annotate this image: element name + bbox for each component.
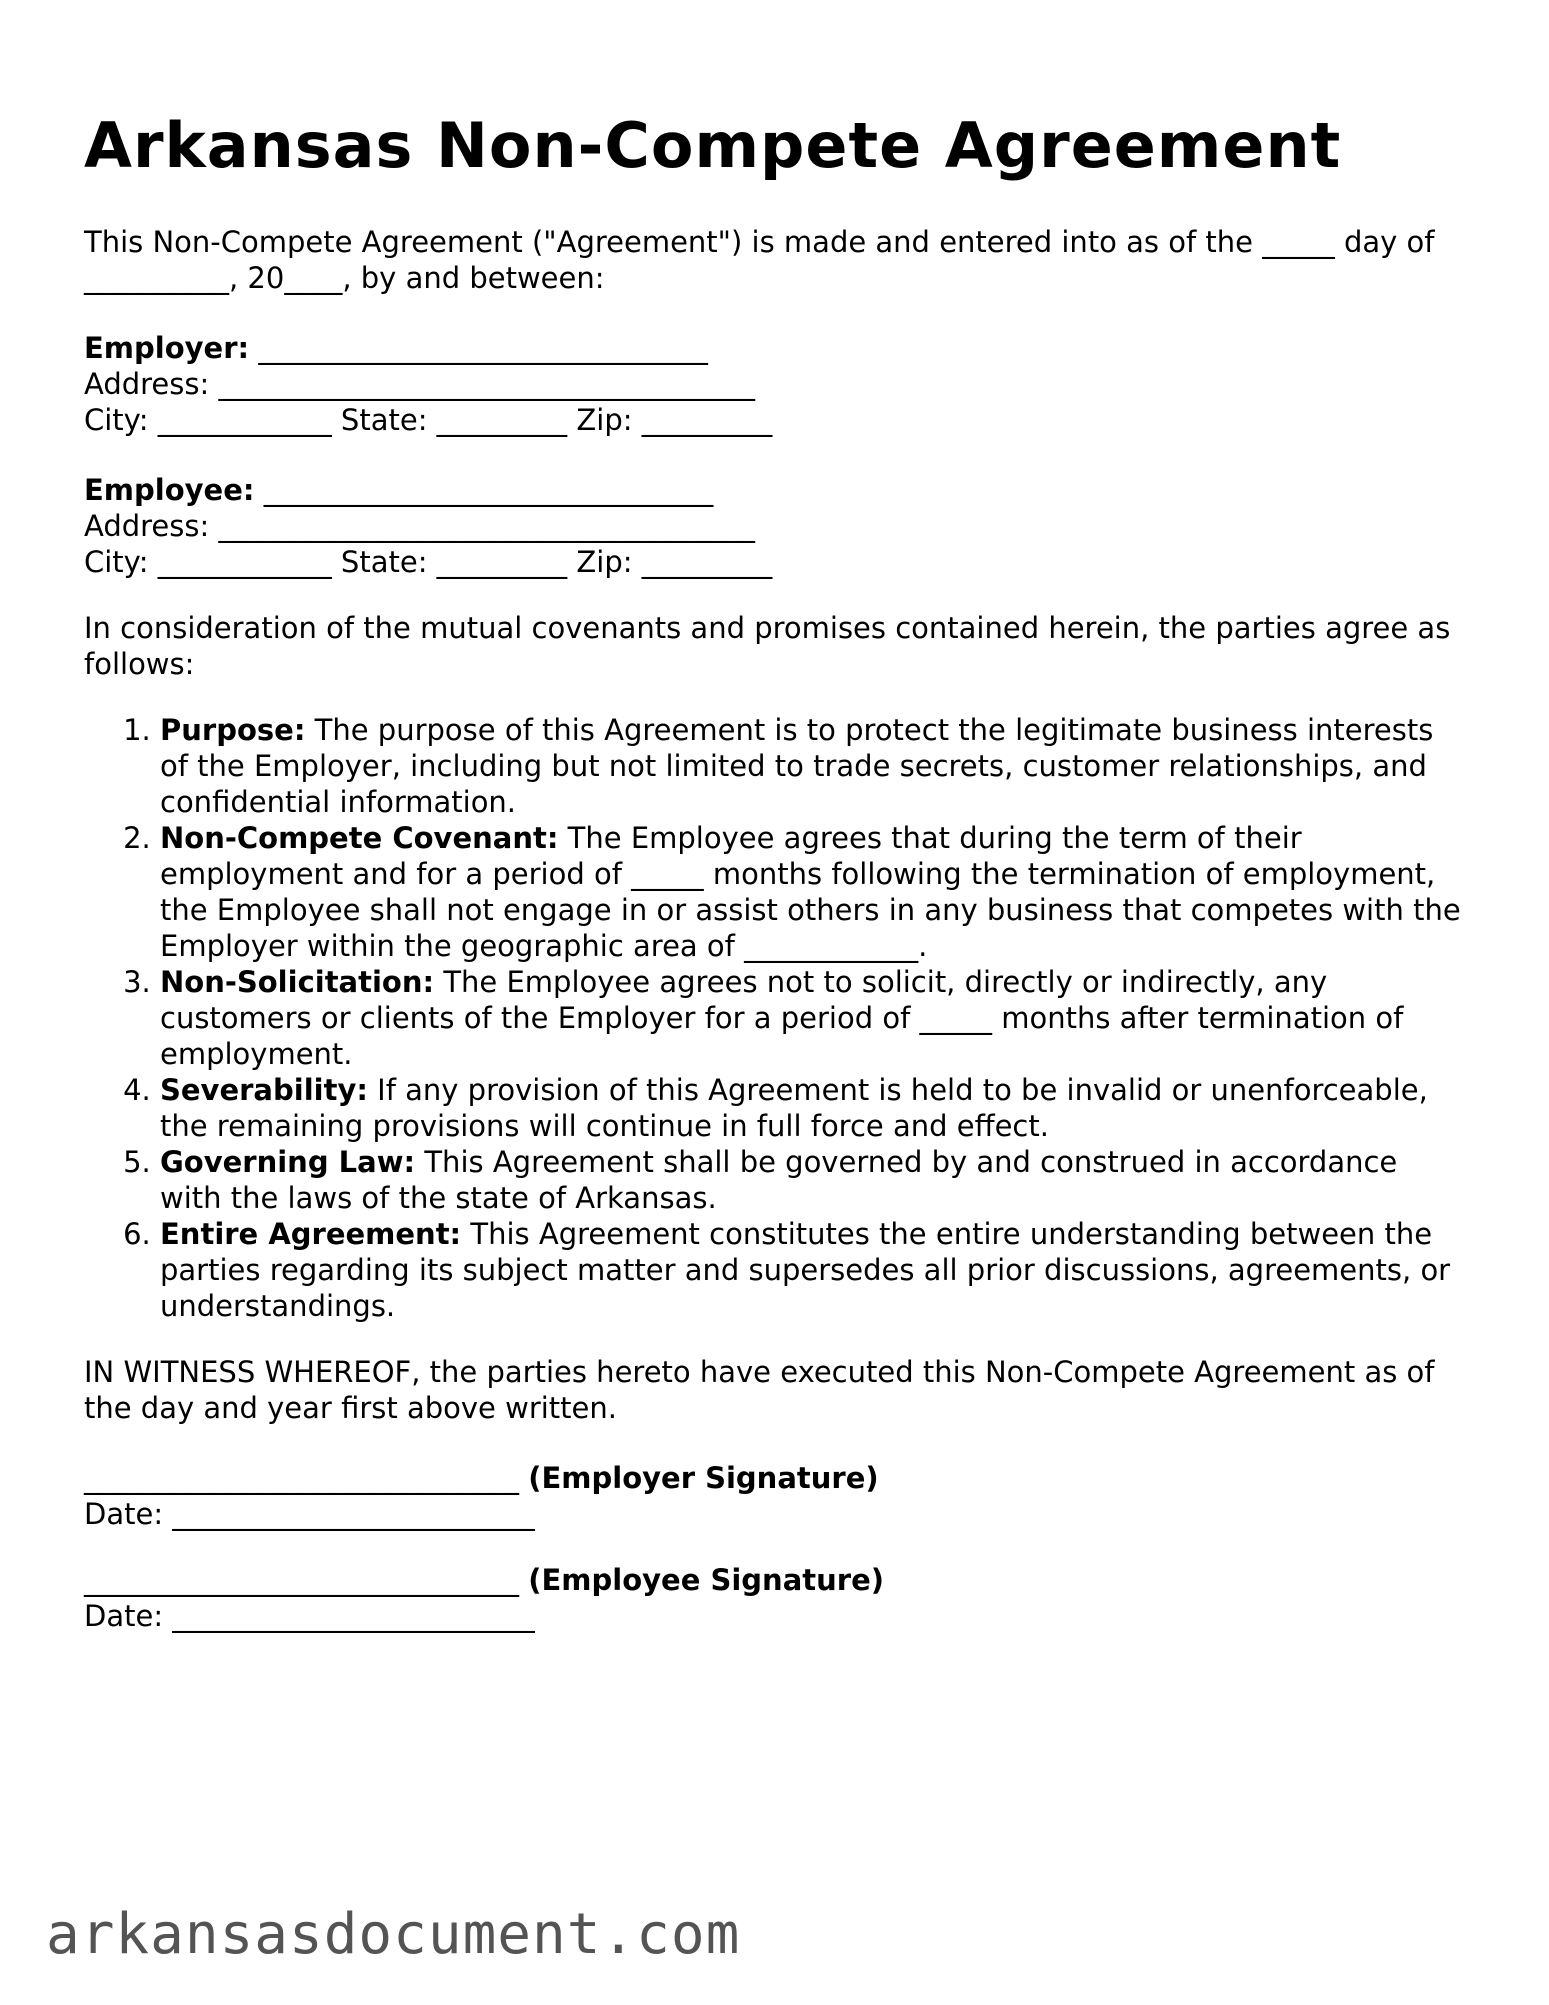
employee-signature-block xyxy=(84,1562,1464,1634)
employee-block xyxy=(84,472,1464,580)
clause-heading: Non-Compete Covenant: xyxy=(160,821,559,855)
clause-text: The purpose of this Agreement is to protect the legitimate business interests of the Employer, including but not limited to trade secrets, customer relationships, and confidential information. xyxy=(160,713,1434,819)
document-page xyxy=(84,108,1464,1634)
consideration-paragraph: In consideration of the mutual covenants and promises contained herein, the parties agree as follows: xyxy=(84,611,1451,681)
clause-text: This Agreement shall be governed by and construed in accordance with the laws of the state of Arkansas. xyxy=(160,1145,1398,1215)
employee-signature-line xyxy=(84,1562,1464,1598)
clause-text: If any provision of this Agreement is held to be invalid or unenforceable, the remaining provisions will continue in full force and effect. xyxy=(160,1073,1428,1143)
employer-block xyxy=(84,330,1464,438)
clause-list xyxy=(84,712,1464,1324)
clause-heading: Entire Agreement: xyxy=(160,1217,462,1251)
clause-non-compete xyxy=(160,820,1464,964)
employer-signature-block xyxy=(84,1460,1464,1532)
clause-non-solicitation xyxy=(160,964,1464,1072)
employee-label: Employee: xyxy=(84,473,255,507)
employer-signature-label: (Employer Signature) xyxy=(528,1461,879,1495)
clause-heading: Severability: xyxy=(160,1073,368,1107)
employer-name-line xyxy=(84,330,1464,366)
clause-purpose xyxy=(160,712,1464,820)
intro-paragraph: This Non-Compete Agreement ("Agreement") is made and entered into as of the _____ day of __________, 20____, by and between: xyxy=(84,225,1435,295)
employee-name-blank: _______________________________ xyxy=(254,473,714,507)
clause-heading: Non-Solicitation: xyxy=(160,965,435,999)
employer-date-line: Date: _________________________ xyxy=(84,1497,535,1531)
employer-signature-blank: ______________________________ xyxy=(84,1461,529,1495)
employee-name-line xyxy=(84,472,1464,508)
clause-governing-law xyxy=(160,1144,1464,1216)
employer-address-line: Address: _____________________________________ xyxy=(84,367,755,401)
witness-paragraph: IN WITNESS WHEREOF, the parties hereto have executed this Non-Compete Agreement as of the day and year first above written. xyxy=(84,1355,1435,1425)
employee-city-state-zip-line: City: ____________ State: _________ Zip: _________ xyxy=(84,545,773,579)
clause-entire-agreement xyxy=(160,1216,1464,1324)
document-title: Arkansas Non-Compete Agreement xyxy=(84,109,1342,182)
clause-text: The Employee agrees that during the term of their employment and for a period of _____ months following the termination of employment, the Employee shall not engage in or assist others in any business that competes with the Employer within the geographic area of ____________. xyxy=(160,821,1461,963)
watermark-text: arkansasdocument.com xyxy=(46,1902,741,1967)
employer-name-blank: _______________________________ xyxy=(249,331,708,365)
clause-text: This Agreement constitutes the entire understanding between the parties regarding its subject matter and supersedes all prior discussions, agreements, or understandings. xyxy=(160,1217,1451,1323)
employer-signature-line xyxy=(84,1460,1464,1496)
employee-date-line: Date: _________________________ xyxy=(84,1599,535,1633)
employee-signature-label: (Employee Signature) xyxy=(528,1563,884,1597)
employer-city-state-zip-line: City: ____________ State: _________ Zip: _________ xyxy=(84,403,773,437)
clause-heading: Purpose: xyxy=(160,713,306,747)
clause-heading: Governing Law: xyxy=(160,1145,416,1179)
employee-signature-blank: ______________________________ xyxy=(84,1563,529,1597)
clause-severability xyxy=(160,1072,1464,1144)
clause-text: The Employee agrees not to solicit, directly or indirectly, any customers or clients of the Employer for a period of _____ months after termination of employment. xyxy=(160,965,1404,1071)
employer-label: Employer: xyxy=(84,331,250,365)
employee-address-line: Address: _____________________________________ xyxy=(84,509,755,543)
